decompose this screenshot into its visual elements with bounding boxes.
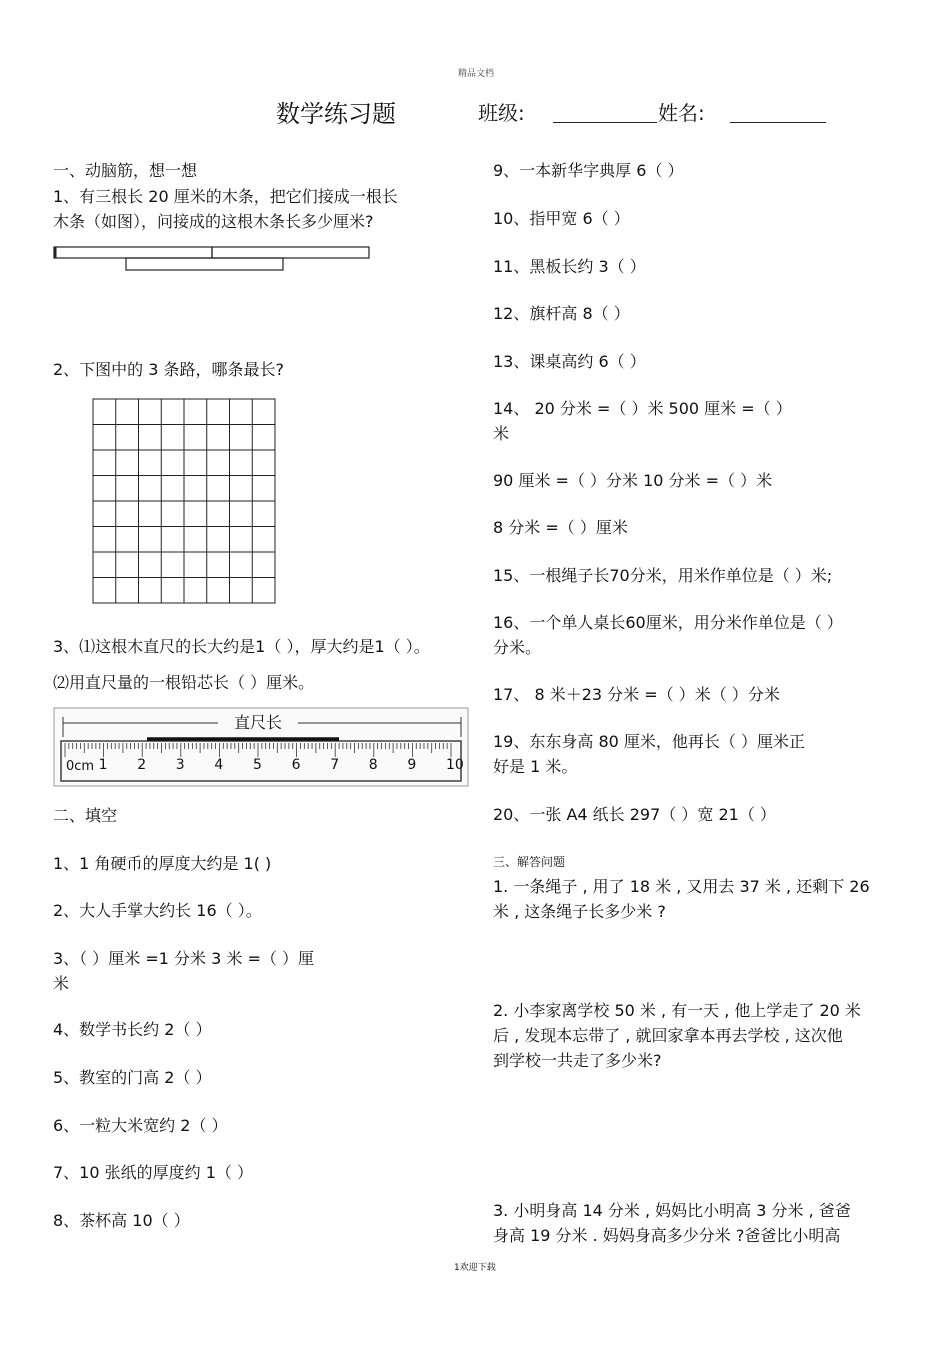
answer-3-line-1: 3. 小明身高 14 分米 , 妈妈比小明高 3 分米 , 爸爸 [493,1201,851,1220]
fill-14-line-4: 8 分米 =（ ）厘米 [493,518,628,537]
ruler-number: 6 [291,757,301,773]
stick-1 [54,247,212,258]
answer-1-line-2: 米 , 这条绳子长多少米 ? [493,902,666,921]
fill-15: 15、一根绳子长70分米，用米作单位是（ ）米; [493,566,833,585]
ruler-number: 4 [214,757,224,773]
fill-16-line-2: 分米。 [493,638,542,657]
name-label: 姓名: [658,101,705,125]
fill-16-line-1: 16、一个单人桌长60厘米，用分米作单位是（ ） [493,613,843,632]
answer-2-line-2: 后 , 发现本忘带了 , 就回家拿本再去学校 , 这次他 [493,1026,843,1045]
fill-10: 10、指甲宽 6（ ） [493,209,630,228]
stick-2 [212,247,369,258]
fill-6: 6、一粒大米宽约 2（ ） [53,1116,228,1135]
fill-12: 12、旗杆高 8（ ） [493,304,630,323]
ruler-number: 7 [330,757,340,773]
ruler-number: 10 [446,757,464,773]
fill-14-line-3: 90 厘米 =（ ）分米 10 分米 =（ ）米 [493,471,773,490]
fill-13: 13、课桌高约 6（ ） [493,352,646,371]
fill-9: 9、一本新华字典厚 6（ ） [493,161,684,180]
ruler-number: 1 [98,757,108,773]
page-footer: 1欢迎下载 [454,1263,496,1273]
ruler-figure [53,707,469,787]
section-3-heading: 三、解答问题 [493,855,566,869]
question-3-line-2: ⑵用直尺量的一根铅芯长（ ）厘米。 [53,673,315,692]
question-1-line-2: 木条（如图），问接成的这根木条长多少厘米? [53,212,374,231]
name-blank[interactable] [730,122,826,123]
answer-2-line-1: 2. 小李家离学校 50 米 , 有一天 , 他上学走了 20 米 [493,1001,861,1020]
ruler-zero-label: 0cm [66,759,95,774]
question-3-line-1: 3、⑴这根木直尺的长大约是1（ ），厚大约是1（ ）。 [53,637,430,656]
fill-1: 1、1 角硬币的厚度大约是 1( ) [53,854,272,873]
fill-7: 7、10 张纸的厚度约 1（ ） [53,1163,253,1182]
class-blank[interactable] [553,122,657,123]
question-1-line-1: 1、有三根长 20 厘米的木条，把它们接成一根长 [53,187,398,206]
fill-5: 5、教室的门高 2（ ） [53,1068,212,1087]
fill-20: 20、一张 A4 纸长 297（ ）宽 21（ ） [493,805,776,824]
header-note: 精品文档 [458,69,495,79]
fill-8: 8、茶杯高 10（ ） [53,1211,190,1230]
answer-2-line-3: 到学校一共走了多少米? [493,1051,662,1070]
fill-17: 17、 8 米＋23 分米 =（ ）米（ ）分米 [493,685,780,704]
ruler-number: 3 [175,757,185,773]
ruler-number: 5 [253,757,262,773]
stick-3 [126,258,283,270]
fill-3-line-1: 3、（ ）厘米 =1 分米 3 米 =（ ）厘 [53,949,314,968]
fill-4: 4、数学书长约 2（ ） [53,1020,212,1039]
ruler-number: 9 [407,757,417,773]
road-grid [92,398,277,605]
fill-14-line-1: 14、 20 分米 =（ ）米 500 厘米 =（ ） [493,399,792,418]
fill-14-line-2: 米 [493,424,510,443]
answer-3-line-2: 身高 19 分米 . 妈妈身高多少分米 ?爸爸比小明高 [493,1226,841,1245]
class-label: 班级: [478,101,525,125]
page-title: 数学练习题 [276,100,396,128]
fill-3-line-2: 米 [53,974,70,993]
fill-19-line-1: 19、东东身高 80 厘米，他再长（ ）厘米正 [493,732,805,751]
ruler-number: 8 [368,757,378,773]
question-2: 2、下图中的 3 条路，哪条最长? [53,360,285,379]
answer-1-line-1: 1. 一条绳子 , 用了 18 米 , 又用去 37 米 , 还剩下 26 [493,877,870,896]
sticks-figure [53,244,373,274]
fill-11: 11、黑板长约 3（ ） [493,257,646,276]
fill-19-line-2: 好是 1 米。 [493,757,578,776]
ruler-number: 2 [137,757,147,773]
section-2-heading: 二、填空 [53,806,118,825]
fill-2: 2、大人手掌大约长 16（ ）。 [53,901,262,920]
section-1-heading: 一、动脑筋，想一想 [53,161,198,180]
ruler-title: 直尺长 [234,713,283,732]
